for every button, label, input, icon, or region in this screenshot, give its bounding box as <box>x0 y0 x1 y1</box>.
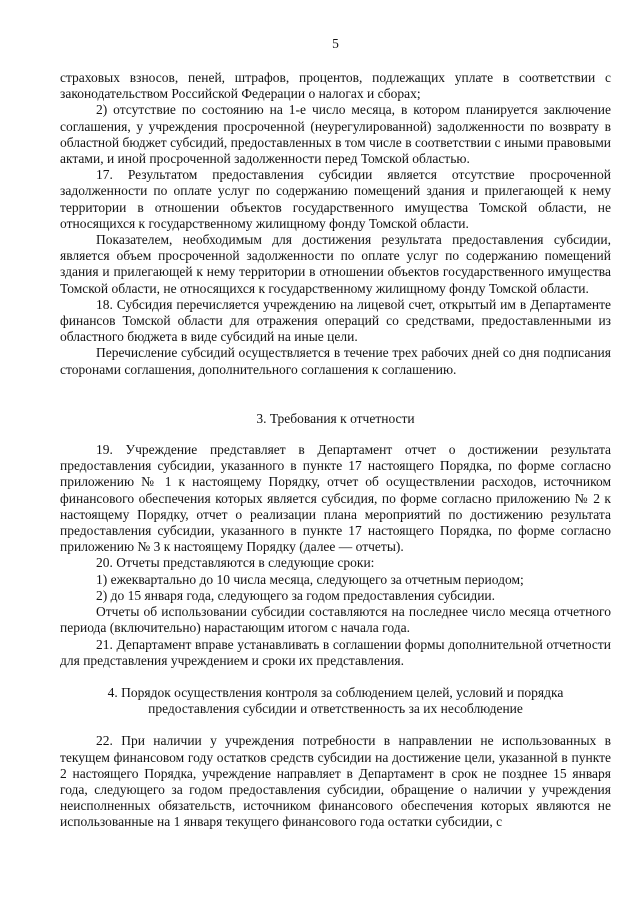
paragraph-18: 18. Субсидия перечисляется учреждению на лицевой счет, открытый им в Департаменте финансов Томской области для отражения операций со средствами, предоставленными из областного бюджета в виде субсидий на иные цели. <box>60 296 611 345</box>
paragraph-indicator: Показателем, необходимым для достижения результата предоставления субсидии, является объем просроченной задолженности по оплате услуг по содержанию помещений здания и прилегающей к нему территории в отношении объектов государственного имущества Томской области, не относящихся к государственному жилищному фонду Томской области. <box>60 232 611 296</box>
paragraph-item-2: 2) отсутствие по состоянию на 1-е число месяца, в котором планируется заключение соглашения, у учреждения просроченной (неурегулированной) задолженности по возврату в областной бюджет субсидий, предоставленных в том числе в соответствии с иными правовыми актами, и иной просроченной задолженности перед Томской областью. <box>60 102 611 167</box>
paragraph-20: 20. Отчеты представляются в следующие сроки: <box>96 555 375 571</box>
paragraph-20-item-2: 2) до 15 января года, следующего за годом предоставления субсидии. <box>96 587 496 603</box>
paragraph-22: 22. При наличии у учреждения потребности в направлении не использованных в текущем финансовом году остатков средств субсидии на достижение цели, указанной в пункте 2 настоящего Порядка, учреждение направляет в Департамент в срок не позднее 15 января года, следующего за годом предоставления субсидии, обращение о наличии у учреждения неисполненных обязательств, источником финансового обеспечения которых являются не использованные на 1 января текущего финансового года остатки субсидии, с <box>60 733 611 830</box>
paragraph-19: 19. Учреждение представляет в Департамент отчет о достижении результата предоставления субсидии, указанного в пункте 17 настоящего Порядка, по форме согласно приложению № 1 к настоящему Порядку, отчет об осуществлении расходов, источником финансового обеспечения которых является субсидия, по форме согласно приложению № 2 к настоящему Порядку, отчет о реализации плана мероприятий по достижению результата предоставления субсидии, указанного в пункте 17 настоящего Порядка, по форме согласно приложению № 3 к настоящему Порядку (далее — отчеты). <box>60 442 611 555</box>
paragraph-20-item-1: 1) ежеквартально до 10 числа месяца, следующего за отчетным периодом; <box>96 571 524 587</box>
paragraph-reports-period: Отчеты об использовании субсидии составляются на последнее число месяца отчетного периода (включительно) нарастающим итогом с начала года. <box>60 604 611 636</box>
section-3-heading: 3. Требования к отчетности <box>256 410 415 426</box>
paragraph-17: 17. Результатом предоставления субсидии является отсутствие просроченной задолженности по оплате услуг по содержанию помещений здания и прилегающей к нему территории в отношении объектов государственного имущества Томской области, не относящихся к государственному жилищному фонду Томской области. <box>60 167 611 231</box>
section-4-heading-line-2: предоставления субсидии и ответственность за их несоблюдение <box>148 701 523 717</box>
spacer <box>60 717 611 733</box>
section-4-heading-line-1: 4. Порядок осуществления контроля за соблюдением целей, условий и порядка <box>107 684 564 700</box>
spacer <box>60 378 611 411</box>
paragraph-continuation: страховых взносов, пеней, штрафов, процентов, подлежащих уплате в соответствии с законодательством Российской Федерации о налогах и сборах; <box>60 70 611 102</box>
document-body <box>60 70 611 831</box>
paragraph-21: 21. Департамент вправе устанавливать в соглашении формы дополнительной отчетности для представления учреждением и сроки их представления. <box>60 636 611 668</box>
page-number: 5 <box>332 36 339 51</box>
document-page <box>60 0 611 905</box>
paragraph-transfer-terms: Перечисление субсидий осуществляется в течение трех рабочих дней со дня подписания сторонами соглашения, дополнительного соглашения к соглашению. <box>60 345 611 377</box>
spacer <box>60 427 611 442</box>
spacer <box>60 669 611 685</box>
